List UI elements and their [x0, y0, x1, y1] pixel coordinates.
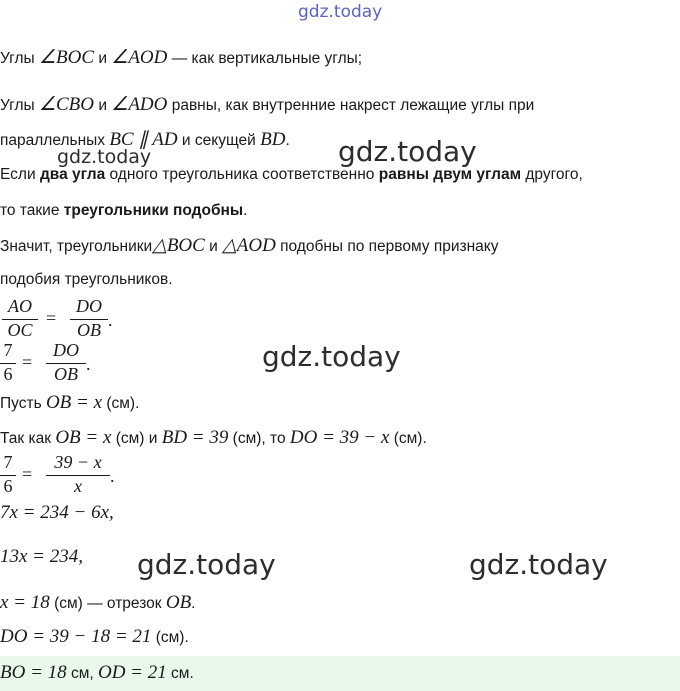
text: равны, как внутренние накрест лежащие углы при	[167, 97, 535, 114]
text: подобны по первому признаку	[275, 238, 499, 255]
answer-line	[0, 662, 194, 684]
text: .	[243, 202, 248, 219]
text: .	[191, 595, 196, 612]
bold-text: равны двум углам	[378, 166, 522, 183]
math: BO = 18	[0, 662, 67, 683]
text-line-11	[0, 546, 83, 568]
text-line-8	[0, 392, 139, 414]
watermark: gdz.today	[57, 146, 152, 168]
text: (см) — отрезок	[49, 595, 166, 612]
text: Так как	[0, 430, 56, 447]
period: .	[86, 354, 91, 374]
text: — как вертикальные углы;	[167, 50, 363, 67]
text: Значит, треугольники	[0, 238, 153, 255]
math: BD	[260, 129, 286, 150]
watermark: gdz.today	[137, 548, 276, 581]
text: Углы	[0, 97, 39, 114]
fraction-equation-1	[0, 296, 130, 342]
text: одного треугольника соответственно	[105, 166, 379, 183]
math: OD = 21	[97, 662, 167, 683]
denominator: 6	[3, 364, 13, 384]
text-line-6	[0, 234, 499, 257]
equals: =	[22, 464, 33, 484]
text-line-12	[0, 592, 195, 614]
fraction-equation-2	[0, 340, 130, 386]
math: DO = 39 − 18 = 21	[0, 626, 152, 647]
math: ∠AOD	[111, 47, 168, 68]
fraction-equation-3	[0, 452, 130, 498]
denominator: x	[74, 476, 82, 496]
text-line-4	[0, 166, 583, 184]
text-line-13	[0, 626, 189, 648]
text: параллельных	[0, 132, 110, 149]
bold-text: два угла	[39, 166, 106, 183]
math: OB = x	[45, 392, 103, 413]
text: (см), то	[228, 430, 290, 447]
text: то такие	[0, 202, 64, 219]
watermark: gdz.today	[469, 548, 608, 581]
bold-text: треугольники подобны	[63, 202, 244, 219]
math: ∠BOC	[38, 47, 95, 68]
numerator: DO	[76, 296, 102, 316]
text: Если	[0, 166, 40, 183]
text: .	[285, 132, 290, 149]
math: ∠ADO	[111, 94, 168, 115]
denominator: OB	[54, 364, 78, 384]
text-line-2	[0, 93, 534, 116]
equals: =	[22, 352, 33, 372]
math: x = 18	[0, 592, 50, 613]
watermark-top: gdz.today	[298, 2, 383, 22]
math: △BOC	[152, 235, 205, 256]
math: BD = 39	[161, 427, 229, 448]
math: BC ∥ AD	[109, 129, 178, 150]
text: (см) и	[111, 430, 162, 447]
equals: =	[46, 308, 57, 328]
math: OB = x	[55, 427, 112, 448]
numerator: 7	[3, 452, 13, 472]
text: (см).	[151, 629, 189, 646]
watermark: gdz.today	[338, 135, 477, 168]
math: OB	[165, 592, 192, 613]
math: △AOD	[222, 235, 276, 256]
text: и секущей	[177, 132, 261, 149]
text: и	[94, 97, 112, 114]
denominator: OB	[77, 320, 101, 340]
text-line-9	[0, 427, 427, 449]
text-line-5	[0, 202, 247, 220]
math: 13x = 234,	[0, 546, 84, 567]
text: другого,	[521, 166, 583, 183]
text-line-1	[0, 46, 362, 69]
denominator: 6	[3, 476, 13, 496]
period: .	[108, 310, 113, 330]
text-line-10	[0, 502, 114, 524]
text: (см).	[102, 395, 140, 412]
math: ∠CBO	[38, 94, 95, 115]
text-line-7	[0, 271, 173, 289]
numerator: DO	[53, 340, 79, 360]
text: Пусть	[0, 395, 46, 412]
math: DO = 39 − x	[289, 427, 390, 448]
text: см,	[66, 665, 98, 682]
text: (см).	[389, 430, 427, 447]
math: 7x = 234 − 6x,	[0, 502, 114, 523]
denominator: OC	[7, 320, 33, 340]
text: Углы	[0, 50, 39, 67]
period: .	[110, 466, 115, 486]
numerator: 39 − x	[54, 452, 102, 472]
text: и	[94, 50, 112, 67]
watermark: gdz.today	[262, 340, 401, 373]
numerator: 7	[3, 340, 13, 360]
text: подобия треугольников.	[0, 271, 173, 288]
numerator: AO	[8, 296, 32, 316]
text: и	[204, 238, 223, 255]
text: см.	[166, 665, 194, 682]
